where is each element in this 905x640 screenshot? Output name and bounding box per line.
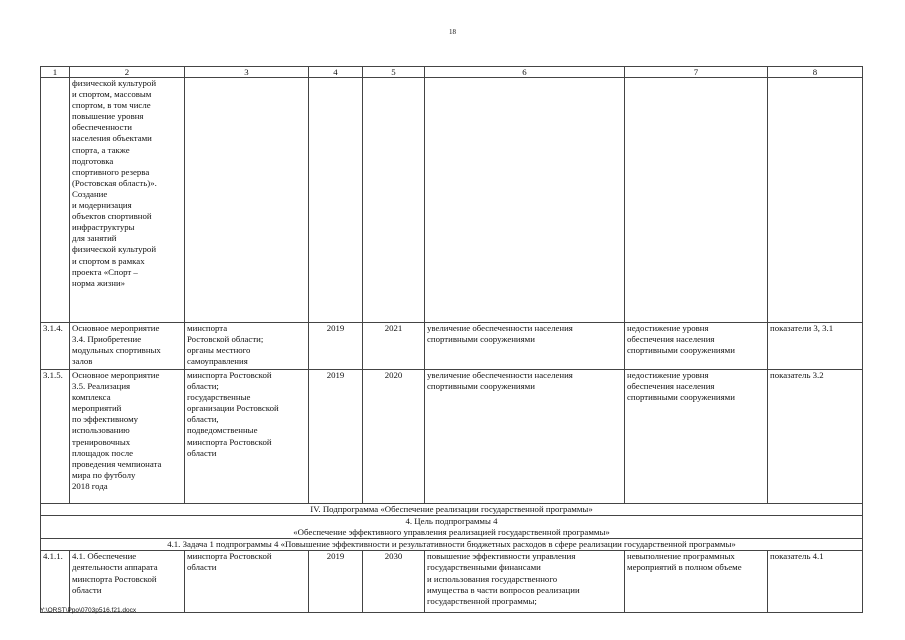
column-number-row	[41, 67, 863, 78]
executor: минспорта Ростовской области	[185, 551, 309, 613]
column-number: 2	[70, 67, 185, 78]
row-num: 4.1.1.	[41, 551, 70, 613]
executor: минспорта Ростовской области; органы местного самоуправления	[185, 323, 309, 370]
end-year: 2020	[363, 370, 425, 504]
expected-result: увеличение обеспеченности населения спортивными сооружениями	[425, 323, 625, 370]
table-row	[41, 323, 863, 370]
page-number: 18	[449, 28, 456, 36]
start-year	[309, 78, 363, 323]
program-table	[40, 66, 863, 613]
executor	[185, 78, 309, 323]
column-number: 7	[625, 67, 768, 78]
goal-header-row	[41, 516, 863, 539]
consequence	[625, 78, 768, 323]
file-path-footer: Y:\ORST\Ppo\0703p516.f21.docx	[40, 607, 137, 614]
end-year: 2030	[363, 551, 425, 613]
column-number: 3	[185, 67, 309, 78]
task-title: 4.1. Задача 1 подпрограммы 4 «Повышение эффективности и результативности бюджетных расходов в сфере реализации государственной программы»	[41, 539, 863, 551]
consequence: недостижение уровня обеспечения населения спортивными сооружениями	[625, 323, 768, 370]
start-year: 2019	[309, 551, 363, 613]
expected-result: повышение эффективности управления государственными финансами и использования государственного имущества в части вопросов реализации государственной программы;	[425, 551, 625, 613]
end-year: 2021	[363, 323, 425, 370]
start-year: 2019	[309, 323, 363, 370]
section-header-row	[41, 504, 863, 516]
end-year	[363, 78, 425, 323]
column-number: 4	[309, 67, 363, 78]
activity-name: физической культурой и спортом, массовым спортом, в том числе повышение уровня обеспеченности населения объектами спорта, а также подготовка спортивного резерва (Ростовская область)». Создание и модернизация объектов спортивной инфраструктуры для занятий физической культурой и спортом в рамках проекта «Спорт – норма жизни»	[70, 78, 185, 323]
table-row	[41, 78, 863, 323]
expected-result: увеличение обеспеченности населения спортивными сооружениями	[425, 370, 625, 504]
section-title: IV. Подпрограмма «Обеспечение реализации государственной программы»	[41, 504, 863, 516]
row-num: 3.1.4.	[41, 323, 70, 370]
expected-result	[425, 78, 625, 323]
activity-name: Основное мероприятие 3.4. Приобретение модульных спортивных залов	[70, 323, 185, 370]
consequence: невыполнение программных мероприятий в полном объеме	[625, 551, 768, 613]
indicator-link	[768, 78, 863, 323]
column-number: 5	[363, 67, 425, 78]
table-row	[41, 551, 863, 613]
activity-name: Основное мероприятие 3.5. Реализация комплекса мероприятий по эффективному использованию тренировочных площадок после проведения чемпионата мира по футболу 2018 года	[70, 370, 185, 504]
indicator-link: показатели 3, 3.1	[768, 323, 863, 370]
indicator-link: показатель 3.2	[768, 370, 863, 504]
activity-name: 4.1. Обеспечение деятельности аппарата минспорта Ростовской области	[70, 551, 185, 613]
task-header-row	[41, 539, 863, 551]
start-year: 2019	[309, 370, 363, 504]
executor: минспорта Ростовской области; государственные организации Ростовской области, подведомственные минспорта Ростовской области	[185, 370, 309, 504]
goal-title: 4. Цель подпрограммы 4 «Обеспечение эффективного управления реализацией государственной программы»	[41, 516, 863, 539]
column-number: 6	[425, 67, 625, 78]
column-number: 1	[41, 67, 70, 78]
consequence: недостижение уровня обеспечения населения спортивными сооружениями	[625, 370, 768, 504]
column-number: 8	[768, 67, 863, 78]
table-row	[41, 370, 863, 504]
indicator-link: показатель 4.1	[768, 551, 863, 613]
row-num: 3.1.5.	[41, 370, 70, 504]
row-num	[41, 78, 70, 323]
